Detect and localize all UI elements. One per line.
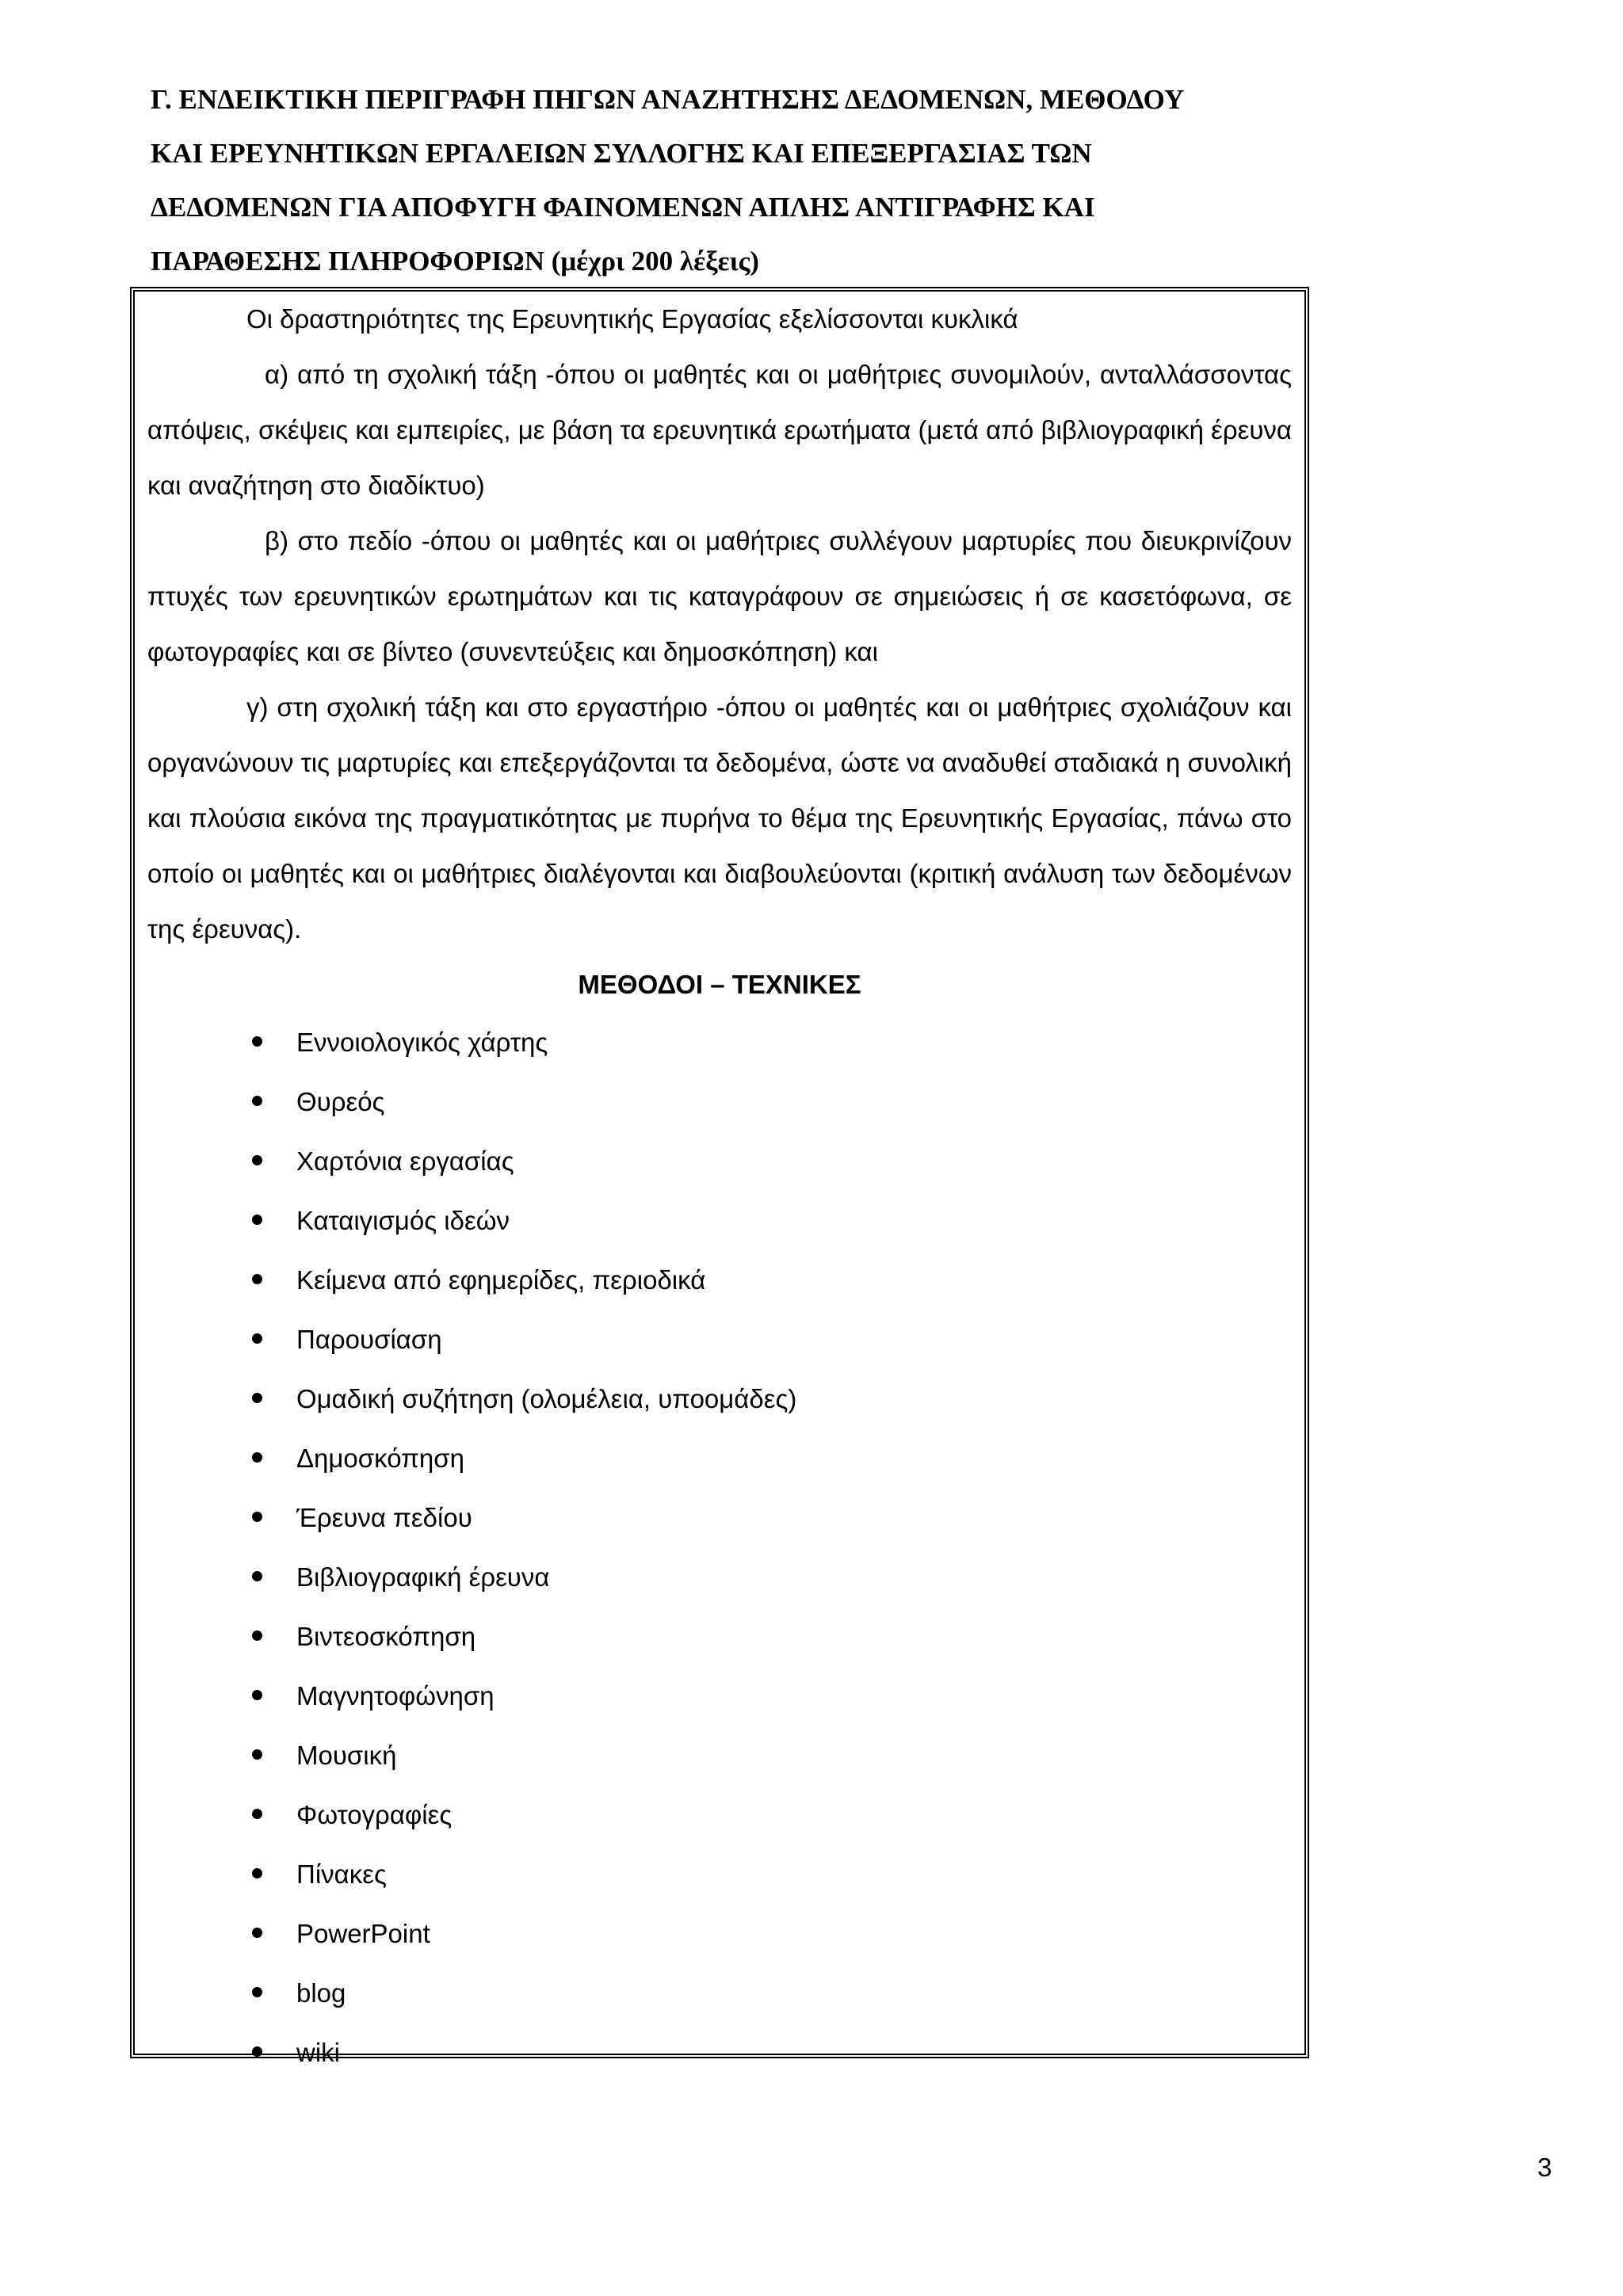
list-item <box>147 1013 1292 1072</box>
list-item <box>147 1726 1292 1785</box>
bullet-icon <box>252 1274 262 1284</box>
list-item-label: Κείμενα από εφημερίδες, περιοδικά <box>296 1265 706 1295</box>
list-item-label: Χαρτόνια εργασίας <box>296 1146 514 1176</box>
list-item-label: Φωτογραφίες <box>296 1800 453 1829</box>
bullet-icon <box>252 1155 262 1165</box>
list-item-label: Θυρεός <box>296 1087 385 1116</box>
list-item-label: Μουσική <box>296 1741 397 1770</box>
list-item <box>147 1488 1292 1547</box>
content-body <box>147 292 1292 2082</box>
bullet-icon <box>252 1215 262 1225</box>
bullet-icon <box>252 1809 262 1819</box>
list-item <box>147 1072 1292 1131</box>
list-item <box>147 1428 1292 1488</box>
list-item-label: Εννοιολογικός χάρτης <box>296 1028 548 1057</box>
bullet-icon <box>252 1036 262 1047</box>
heading-line: ΔΕΔΟΜΕΝΩΝ ΓΙΑ ΑΠΟΦΥΓΗ ΦΑΙΝΟΜΕΝΩΝ ΑΠΛΗΣ ΑΝΤΙΓΡΑΦΗΣ ΚΑΙ <box>151 192 1095 223</box>
list-item-label: Πίνακες <box>296 1859 387 1889</box>
list-item-label: Καταιγισμός ιδεών <box>296 1206 510 1235</box>
bullet-icon <box>252 1096 262 1106</box>
list-item <box>147 1904 1292 1963</box>
bullet-icon <box>252 1749 262 1760</box>
list-item-label: PowerPoint <box>296 1919 430 1948</box>
list-item-label: Παρουσίαση <box>296 1325 442 1354</box>
heading-line: ΚΑΙ ΕΡΕΥΝΗΤΙΚΩΝ ΕΡΓΑΛΕΙΩΝ ΣΥΛΛΟΓΗΣ ΚΑΙ ΕΠΕΞΕΡΓΑΣΙΑΣ ΤΩΝ <box>151 138 1092 169</box>
list-item-label: Βιντεοσκόπηση <box>296 1622 476 1651</box>
list-item <box>147 1191 1292 1250</box>
list-item-label: wiki <box>296 2038 340 2067</box>
bullet-icon <box>252 1571 262 1581</box>
list-item <box>147 1250 1292 1310</box>
list-item <box>147 2023 1292 2082</box>
bullet-icon <box>252 1630 262 1641</box>
bullet-icon <box>252 1928 262 1938</box>
paragraph-b: β) στο πεδίο -όπου οι μαθητές και οι μαθήτριες συλλέγουν μαρτυρίες που διευκρινίζουν πτυχές των ερευνητικών ερωτημάτων και τις καταγράφουν σε σημειώσεις ή σε κασετόφωνα, σε φωτογραφίες και σε βίντεο (συνεντεύξεις και δημοσκόπηση) και <box>147 526 1292 666</box>
bullet-icon <box>252 1512 262 1522</box>
heading-line: Γ. ΕΝΔΕΙΚΤΙΚΗ ΠΕΡΙΓΡΑΦΗ ΠΗΓΩΝ ΑΝΑΖΗΤΗΣΗΣ ΔΕΔΟΜΕΝΩΝ, ΜΕΘΟΔΟΥ <box>151 84 1185 115</box>
bullet-icon <box>252 1333 262 1344</box>
bullet-icon <box>252 1868 262 1878</box>
list-item-label: Δημοσκόπηση <box>296 1444 464 1473</box>
bullet-icon <box>252 1452 262 1463</box>
intro-paragraph: Οι δραστηριότητες της Ερευνητικής Εργασίας εξελίσσονται κυκλικά <box>246 304 1018 334</box>
bullet-icon <box>252 1393 262 1403</box>
paragraph-c: γ) στη σχολική τάξη και στο εργαστήριο -όπου οι μαθητές και οι μαθήτριες σχολιάζουν και οργανώνουν τις μαρτυρίες και επεξεργάζονται τα δεδομένα, ώστε να αναδυθεί σταδιακά η συνολική και πλούσια εικόνα της πραγματικότητας με πυρήνα το θέμα της Ερευνητικής Εργασίας, πάνω στο οποίο οι μαθητές και οι μαθήτριες διαλέγονται και διαβουλεύονται (κριτική ανάλυση των δεδομένων της έρευνας). <box>147 692 1292 944</box>
list-item-label: Ομαδική συζήτηση (ολομέλεια, υποομάδες) <box>296 1384 797 1413</box>
list-item-label: Μαγνητοφώνηση <box>296 1681 495 1711</box>
section-heading <box>151 73 1339 288</box>
page-number: 3 <box>1537 2153 1552 2182</box>
list-item-label: blog <box>296 1978 346 2008</box>
bullet-icon <box>252 1690 262 1700</box>
list-item <box>147 1666 1292 1726</box>
list-item <box>147 1785 1292 1844</box>
list-item <box>147 1963 1292 2023</box>
list-item <box>147 1607 1292 1666</box>
list-item <box>147 1369 1292 1428</box>
methods-list <box>147 1013 1292 2082</box>
list-item <box>147 1547 1292 1607</box>
list-item <box>147 1844 1292 1904</box>
paragraph-a: α) από τη σχολική τάξη -όπου οι μαθητές και οι μαθήτριες συνομιλούν, ανταλλάσσοντας απόψεις, σκέψεις και εμπειρίες, με βάση τα ερευνητικά ερωτήματα (μετά από βιβλιογραφική έρευνα και αναζήτηση στο διαδίκτυο) <box>147 360 1292 500</box>
bullet-icon <box>252 1987 262 1997</box>
list-item-label: Έρευνα πεδίου <box>296 1503 472 1532</box>
bullet-icon <box>252 2046 262 2057</box>
list-item <box>147 1131 1292 1191</box>
methods-title: ΜΕΘΟΔΟΙ – ΤΕΧΝΙΚΕΣ <box>578 970 861 999</box>
list-item-label: Βιβλιογραφική έρευνα <box>296 1562 550 1592</box>
list-item <box>147 1310 1292 1369</box>
heading-line: ΠΑΡΑΘΕΣΗΣ ΠΛΗΡΟΦΟΡΙΩΝ (μέχρι 200 λέξεις) <box>151 246 759 277</box>
